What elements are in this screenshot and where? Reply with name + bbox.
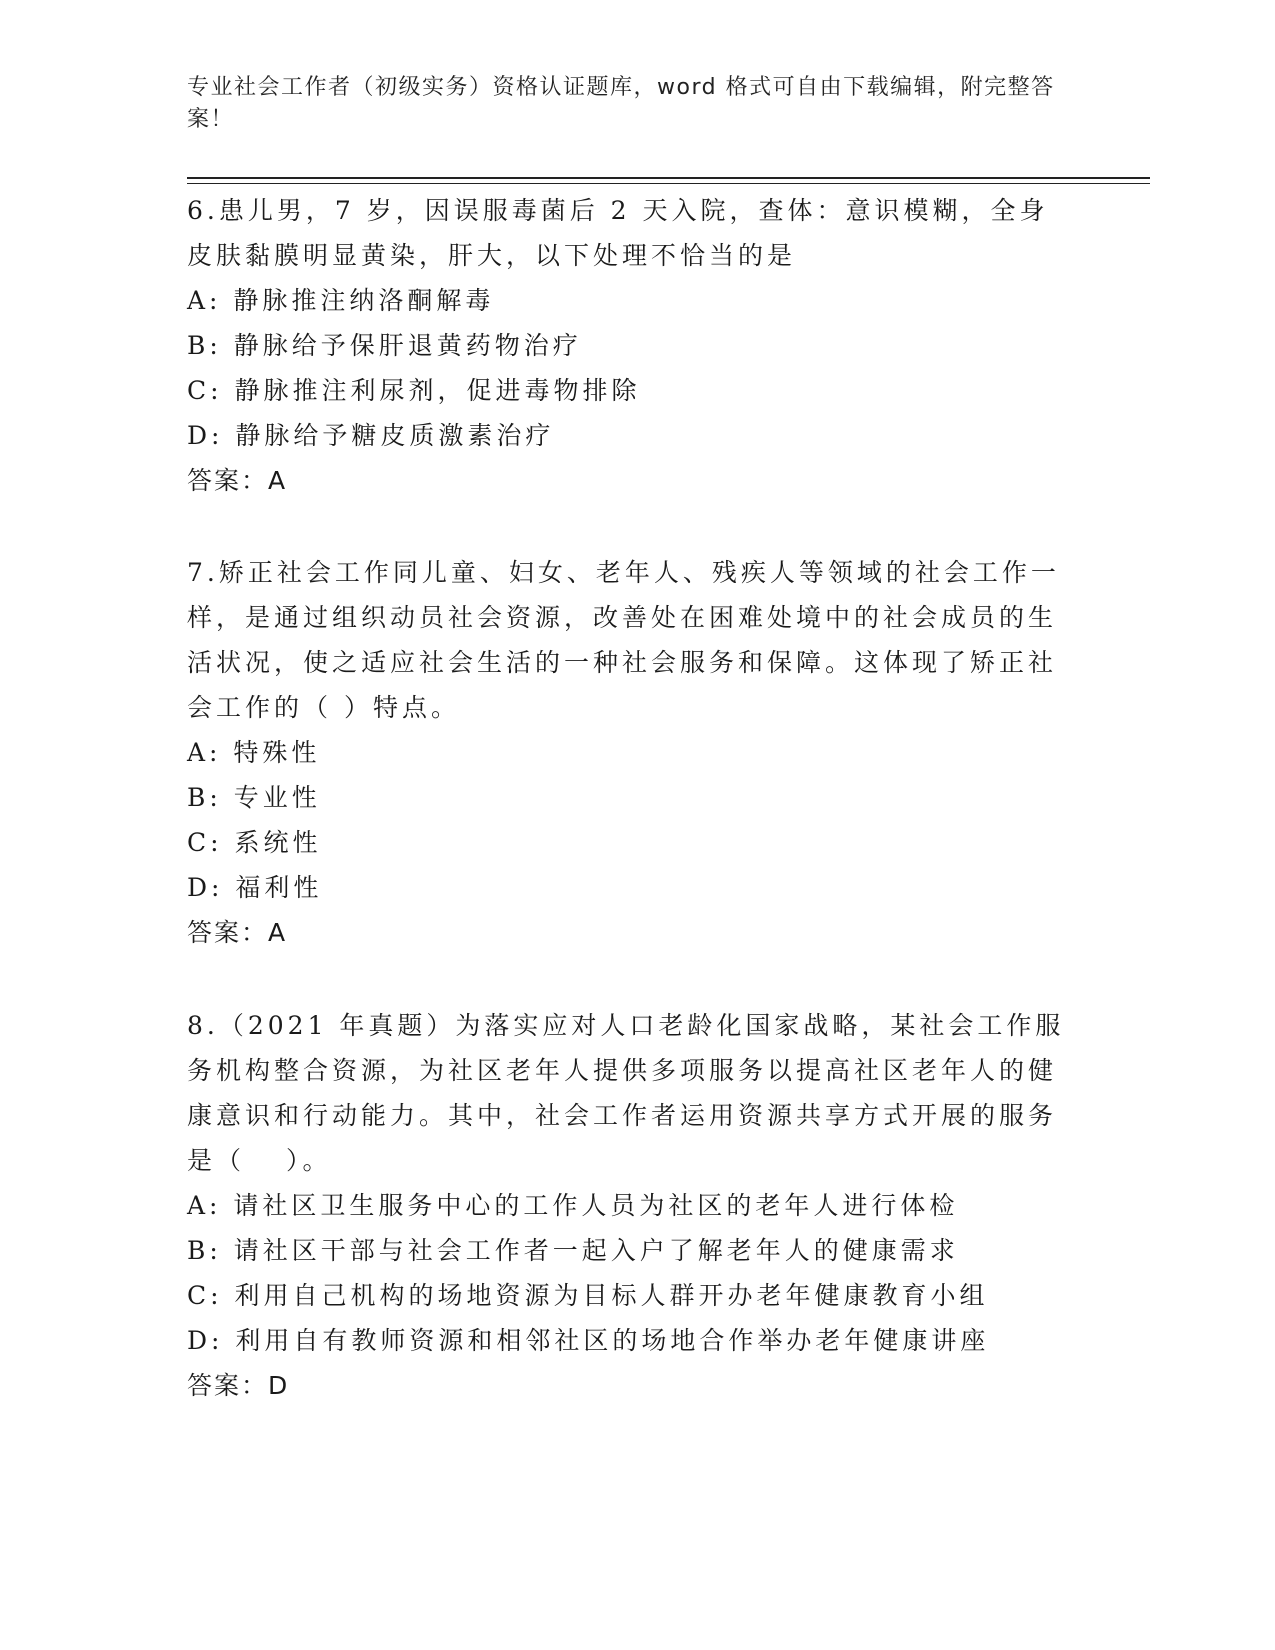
option-d: D: 静脉给予糖皮质激素治疗	[187, 421, 555, 450]
answer: 答案：D	[187, 1371, 290, 1400]
option-b: B: 请社区干部与社会工作者一起入户了解老年人的健康需求	[187, 1236, 959, 1265]
option-a: A: 特殊性	[187, 738, 321, 767]
option-a: A: 静脉推注纳洛酮解毒	[187, 286, 495, 315]
option-c: C: 利用自己机构的场地资源为目标人群开办老年健康教育小组	[187, 1281, 989, 1310]
option-b: B: 静脉给予保肝退黄药物治疗	[187, 331, 582, 360]
question-stem: 6.患儿男，7 岁，因误服毒菌后 2 天入院，查体：意识模糊，全身皮肤黏膜明显黄染，肝大，以下处理不恰当的是	[187, 196, 1049, 270]
answer: 答案：A	[187, 466, 288, 495]
question-stem: 7.矫正社会工作同儿童、妇女、老年人、残疾人等领域的社会工作一样，是通过组织动员社会资源，改善处在困难处境中的社会成员的生活状况，使之适应社会生活的一种社会服务和保障。这体现了矫正社会工作的（ ）特点。	[187, 558, 1060, 722]
option-d: D: 利用自有教师资源和相邻社区的场地合作举办老年健康讲座	[187, 1326, 990, 1355]
page-header: 专业社会工作者（初级实务）资格认证题库，word 格式可自由下载编辑，附完整答案！	[187, 75, 1055, 132]
answer: 答案：A	[187, 918, 288, 947]
question-stem: 8.（2021 年真题）为落实应对人口老龄化国家战略，某社会工作服务机构整合资源，为社区老年人提供多项服务以提高社区老年人的健康意识和行动能力。其中，社会工作者运用资源共享方式开展的服务是（ ）。	[187, 1011, 1065, 1175]
question-8	[187, 1003, 1067, 1408]
header-rule-thin	[187, 183, 1150, 184]
option-b: B: 专业性	[187, 783, 321, 812]
option-d: D: 福利性	[187, 873, 323, 902]
header-rule-thick	[187, 177, 1150, 179]
option-c: C: 系统性	[187, 828, 322, 857]
option-a: A: 请社区卫生服务中心的工作人员为社区的老年人进行体检	[187, 1191, 959, 1220]
question-6	[187, 188, 1067, 503]
question-7	[187, 550, 1067, 955]
option-c: C: 静脉推注利尿剂，促进毒物排除	[187, 376, 641, 405]
